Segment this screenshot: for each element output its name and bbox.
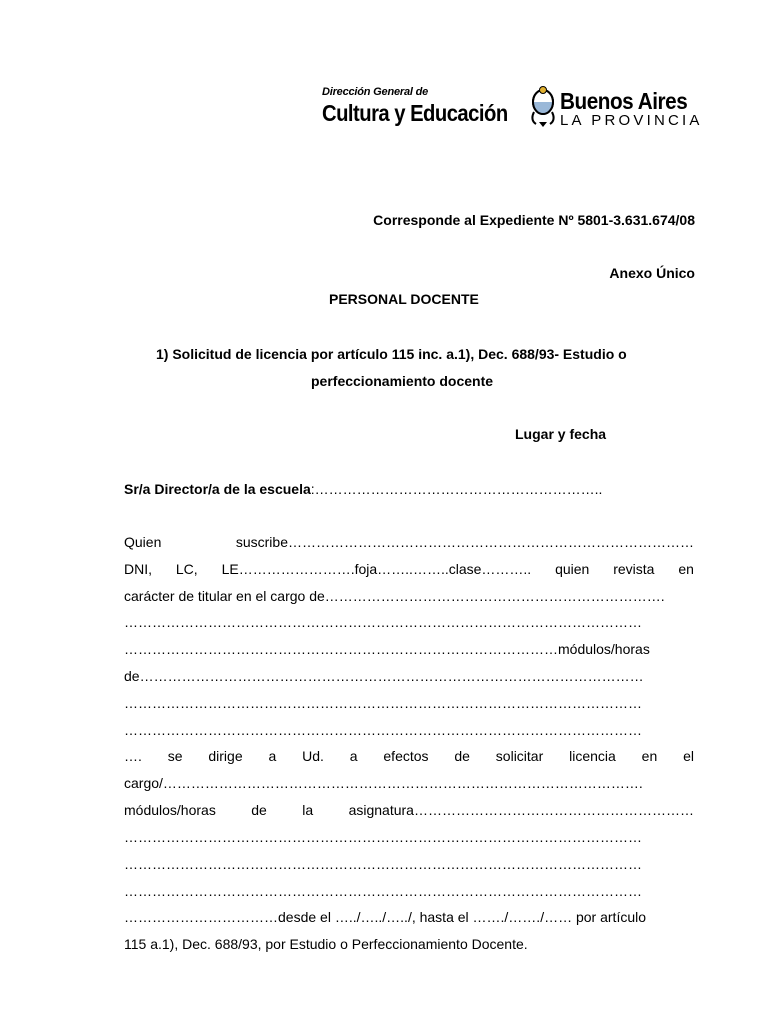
body-line-12: …………………………………………………………………………………………………: [124, 829, 642, 845]
body-line-1: [124, 534, 694, 550]
word: ….: [124, 748, 142, 764]
word: dirige: [208, 748, 243, 764]
word: el: [683, 748, 694, 764]
body-line-5: …………………………………………………………………………………módulos/horas: [124, 641, 650, 657]
request-title-2: perfeccionamiento docente: [311, 373, 494, 389]
addressee-line: [124, 481, 602, 497]
word: suscribe……………………………………………………………………………: [235, 534, 694, 550]
body-line-11: [124, 802, 694, 818]
body-line-6: de………………………………………………………………………………………………: [124, 668, 644, 684]
section-title: PERSONAL DOCENTE: [329, 291, 479, 307]
word: la: [302, 802, 314, 818]
word: se: [167, 748, 183, 764]
word: solicitar: [495, 748, 544, 764]
word: a: [268, 748, 277, 764]
place-date-label: Lugar y fecha: [515, 426, 607, 442]
word: de: [251, 802, 267, 818]
word: asignatura……………………………………………………: [348, 802, 694, 818]
expediente-line: Corresponde al Expediente Nº 5801-3.631.674/08: [373, 212, 695, 228]
body-line-7: …………………………………………………………………………………………………: [124, 695, 642, 711]
province-name: Buenos Aires: [560, 88, 688, 114]
word: módulos/horas: [124, 802, 216, 818]
word: efectos: [383, 748, 429, 764]
provincial-seal-icon: [530, 86, 556, 128]
word: Ud.: [302, 748, 324, 764]
word: licencia: [569, 748, 616, 764]
body-line-4: …………………………………………………………………………………………………: [124, 614, 642, 630]
body-line-16: 115 a.1), Dec. 688/93, por Estudio o Perfeccionamiento Docente.: [124, 936, 528, 952]
word: en: [678, 561, 694, 577]
header-logos: [322, 86, 702, 132]
body-line-15: ……………………………desde el …../…../…../, hasta el ……./……./…… por artículo: [124, 909, 647, 925]
province-subtitle: LA PROVINCIA: [560, 112, 703, 129]
annex-title: Anexo Único: [609, 265, 695, 281]
word: de: [454, 748, 470, 764]
word: a: [349, 748, 358, 764]
word: quien: [555, 561, 590, 577]
body-line-14: …………………………………………………………………………………………………: [124, 883, 642, 899]
word: LE…………………….foja……..……..clase………..: [221, 561, 532, 577]
body-line-3: carácter de titular en el cargo de……………………………………………………………….: [124, 588, 665, 604]
word: DNI,: [124, 561, 152, 577]
addressee-label: Sr/a Director/a de la escuela: [124, 481, 311, 497]
word: en: [641, 748, 658, 764]
body-line-9: [124, 748, 694, 764]
addressee-blank: :……………………………………………………..: [310, 481, 603, 497]
body-line-13: …………………………………………………………………………………………………: [124, 856, 642, 872]
body-line-8: …………………………………………………………………………………………………: [124, 722, 642, 738]
org-name-large: Cultura y Educación: [322, 100, 508, 126]
word: revista: [613, 561, 655, 577]
body-line-2: [124, 561, 694, 577]
body-line-10: cargo/………………………………………………………………………………………….: [124, 775, 643, 791]
word: Quien: [124, 534, 162, 550]
request-title-1: 1) Solicitud de licencia por artículo 115 inc. a.1), Dec. 688/93- Estudio o: [156, 346, 627, 362]
org-name-small: Dirección General de: [322, 86, 429, 98]
word: LC,: [175, 561, 198, 577]
